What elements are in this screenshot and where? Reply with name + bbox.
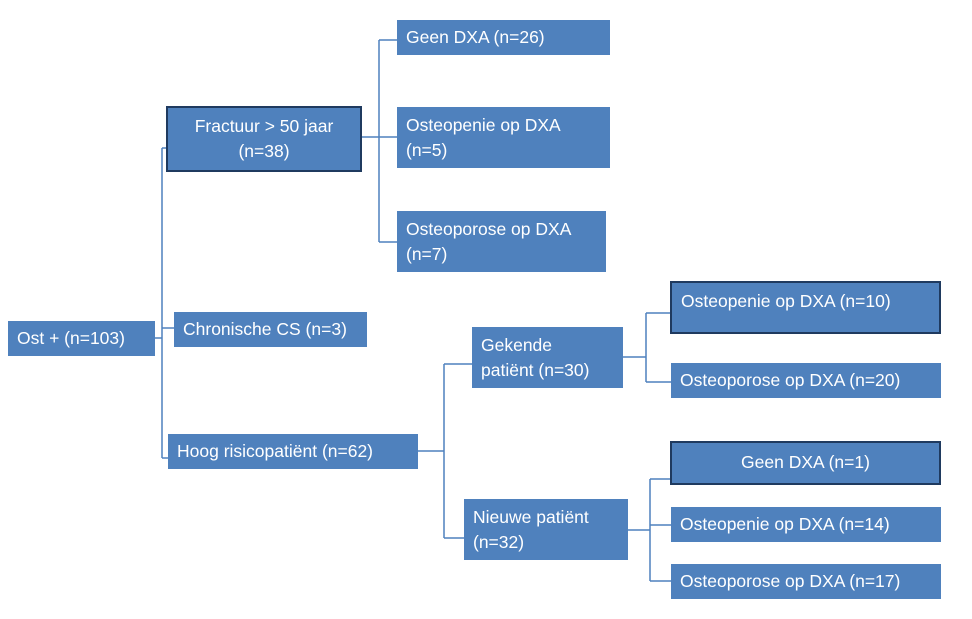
node-nieuwe-geen-dxa-label: Geen DXA (n=1): [741, 452, 870, 472]
connector-gekende-trunk: [622, 313, 646, 382]
node-chronische-cs-label: Chronische CS (n=3): [183, 319, 347, 339]
connector-fractuur-trunk: [361, 40, 379, 242]
node-fractuur-osteoporose: [397, 211, 606, 272]
node-fractuur-line1: Fractuur > 50 jaar: [194, 116, 334, 136]
node-gekende-osteoporose: [671, 363, 941, 398]
node-root: [8, 321, 155, 356]
node-root-label: Ost + (n=103): [17, 328, 125, 348]
node-gekende-line2: patiënt (n=30): [481, 359, 590, 380]
node-nieuwe-osteoporose-label: Osteoporose op DXA (n=17): [680, 571, 901, 591]
connector-root-trunk: [155, 148, 162, 458]
node-fractuur-osteopenie: [397, 107, 610, 168]
node-nieuwe-line1: Nieuwe patiënt: [473, 506, 589, 527]
node-gekende-osteopenie: [670, 281, 941, 334]
node-nieuwe-osteopenie-label: Osteopenie op DXA (n=14): [680, 514, 890, 534]
node-fractuur-osteoporose-line2: (n=7): [406, 243, 448, 264]
node-nieuwe-geen-dxa: [670, 441, 941, 485]
node-nieuwe-line2: (n=32): [473, 531, 525, 552]
node-fractuur-geen-dxa-label: Geen DXA (n=26): [406, 27, 545, 47]
node-gekende-line1: Gekende: [481, 334, 553, 355]
node-fractuur: [166, 106, 362, 172]
node-fractuur-osteopenie-line1: Osteopenie op DXA: [406, 114, 561, 135]
connector-hoog-trunk: [418, 364, 444, 538]
node-fractuur-osteopenie-line2: (n=5): [406, 139, 448, 160]
node-gekende-osteoporose-label: Osteoporose op DXA (n=20): [680, 370, 901, 390]
connector-nieuwe-trunk: [627, 479, 650, 581]
node-nieuwe-osteoporose: [671, 564, 941, 599]
node-fractuur-osteoporose-line1: Osteoporose op DXA: [406, 218, 572, 239]
node-hoog-risico: [168, 434, 418, 469]
node-nieuwe-osteopenie: [671, 507, 941, 542]
node-fractuur-line2: (n=38): [238, 141, 290, 161]
node-nieuwe-patient: [464, 499, 628, 560]
node-gekende-osteopenie-label: Osteopenie op DXA (n=10): [681, 291, 891, 311]
node-fractuur-geen-dxa: [397, 20, 610, 55]
node-gekende-patient: [472, 327, 623, 388]
node-hoog-risico-label: Hoog risicopatiënt (n=62): [177, 441, 374, 461]
node-chronische-cs: [174, 312, 367, 347]
